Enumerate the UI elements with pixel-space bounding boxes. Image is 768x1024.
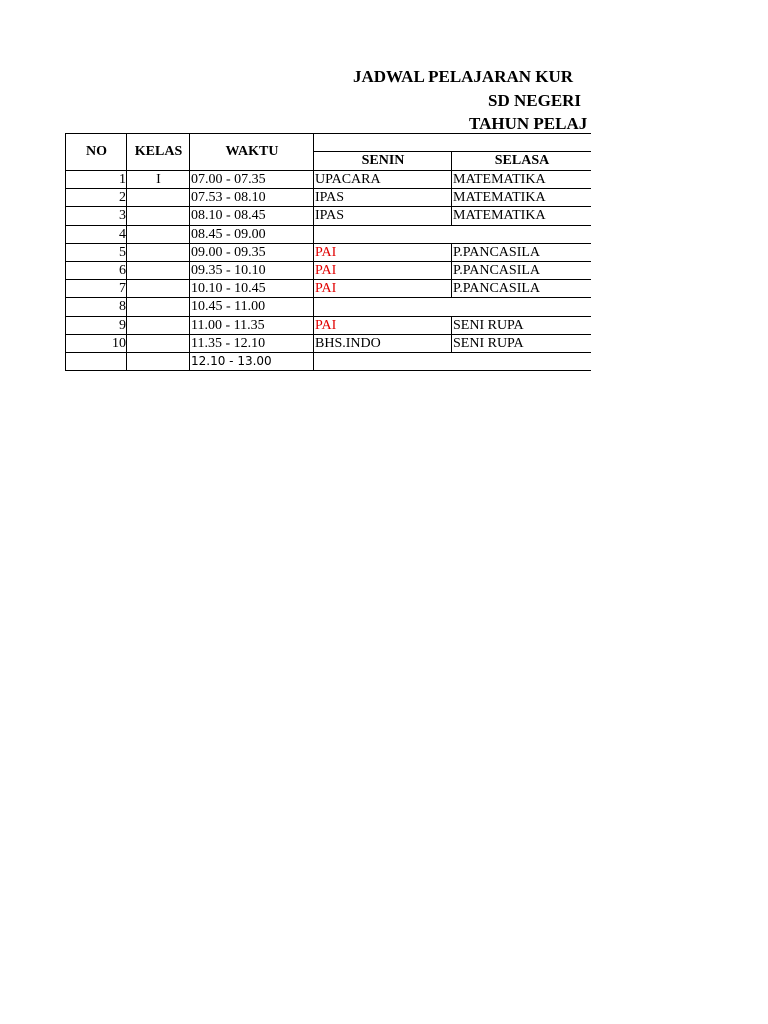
row-break [313, 297, 591, 316]
row-break [313, 352, 591, 371]
row-no: 7 [65, 279, 127, 298]
row-waktu: 07.53 - 08.10 [189, 188, 314, 207]
row-senin: PAI [313, 279, 452, 298]
row-waktu: 09.35 - 10.10 [189, 261, 314, 280]
row-no: 9 [65, 316, 127, 335]
row-no: 1 [65, 170, 127, 189]
row-senin: PAI [313, 316, 452, 335]
row-kelas [126, 225, 190, 244]
header-no: NO [65, 133, 127, 171]
row-kelas [126, 334, 190, 353]
row-senin: UPACARA [313, 170, 452, 189]
row-kelas [126, 352, 190, 371]
row-kelas [126, 316, 190, 335]
row-waktu: 10.10 - 10.45 [189, 279, 314, 298]
header-senin: SENIN [313, 151, 452, 171]
row-waktu: 11.35 - 12.10 [189, 334, 314, 353]
row-break [313, 225, 591, 244]
table-bottom-border [65, 370, 591, 371]
row-selasa: SENI RUPA [451, 334, 591, 353]
row-selasa: P.PANCASILA [451, 279, 591, 298]
row-waktu: 10.45 - 11.00 [189, 297, 314, 316]
row-selasa: P.PANCASILA [451, 243, 591, 262]
row-selasa: MATEMATIKA [451, 188, 591, 207]
row-no: 10 [65, 334, 127, 353]
row-waktu: 09.00 - 09.35 [189, 243, 314, 262]
row-kelas [126, 261, 190, 280]
row-no: 4 [65, 225, 127, 244]
row-waktu: 07.00 - 07.35 [189, 170, 314, 189]
row-senin: IPAS [313, 206, 452, 225]
row-waktu: 12.10 - 13.00 [189, 352, 314, 371]
row-senin: PAI [313, 243, 452, 262]
row-no: 8 [65, 297, 127, 316]
row-selasa: MATEMATIKA [451, 206, 591, 225]
schedule-title: JADWAL PELAJARAN KUR [353, 67, 574, 86]
row-waktu: 08.10 - 08.45 [189, 206, 314, 225]
row-senin: IPAS [313, 188, 452, 207]
row-no: 2 [65, 188, 127, 207]
row-kelas [126, 188, 190, 207]
row-kelas [126, 206, 190, 225]
row-no: 6 [65, 261, 127, 280]
academic-year: TAHUN PELAJ [469, 114, 588, 133]
row-no: 3 [65, 206, 127, 225]
header-kelas: KELAS [126, 133, 190, 171]
header-day-group [313, 133, 591, 152]
row-no [65, 352, 127, 371]
row-selasa: MATEMATIKA [451, 170, 591, 189]
row-kelas [126, 243, 190, 262]
row-waktu: 08.45 - 09.00 [189, 225, 314, 244]
row-selasa: P.PANCASILA [451, 261, 591, 280]
row-senin: BHS.INDO [313, 334, 452, 353]
schedule-table [65, 133, 591, 371]
row-no: 5 [65, 243, 127, 262]
row-selasa: SENI RUPA [451, 316, 591, 335]
row-kelas: I [126, 170, 190, 189]
header-waktu: WAKTU [189, 133, 314, 171]
school-name: SD NEGERI [488, 91, 582, 110]
row-senin: PAI [313, 261, 452, 280]
row-kelas [126, 279, 190, 298]
row-waktu: 11.00 - 11.35 [189, 316, 314, 335]
row-kelas [126, 297, 190, 316]
header-selasa: SELASA [451, 151, 591, 171]
